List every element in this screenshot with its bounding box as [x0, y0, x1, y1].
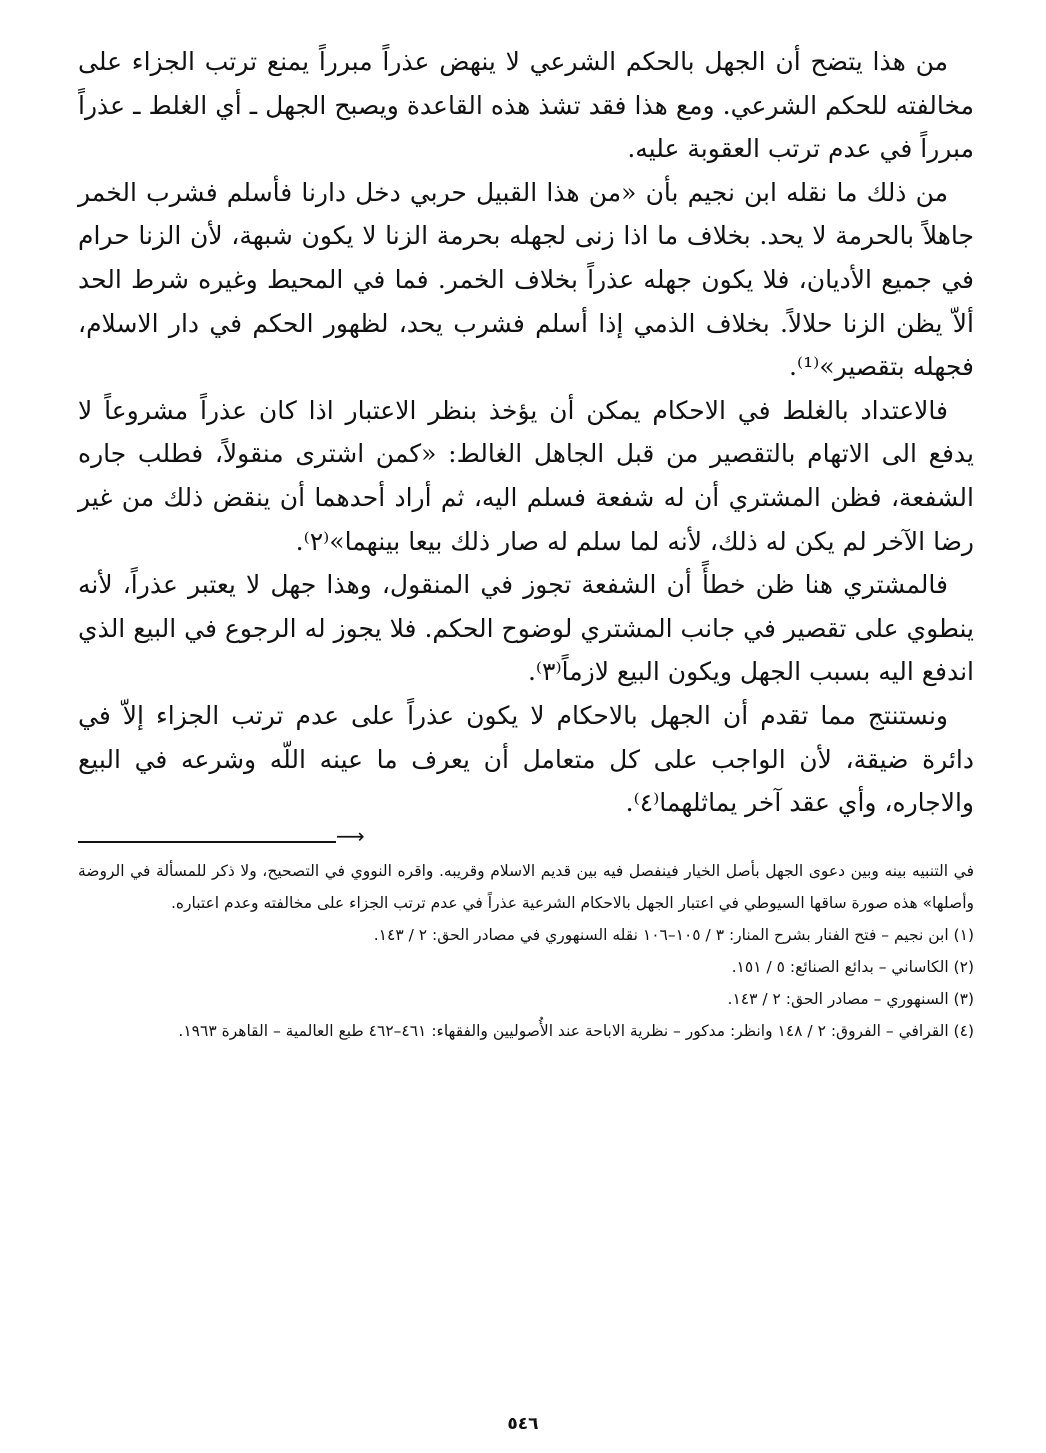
- paragraph-3: فالاعتداد بالغلط في الاحكام يمكن أن يؤخذ بنظر الاعتبار اذا كان عذراً مشروعاً لا يدفع الى الاتهام بالتقصير من قبل الجاهل الغالط: «كمن اشترى منقولاً، فطلب جاره الشفعة، فظن المشتري أن له شفعة فسلم اليه، ثم أراد أحدهما أن ينقض ذلك من غير رضا الآخر لم يكن له ذلك، لأنه لما سلم له صار ذلك بيعا بينهما»⁽٢⁾.: [78, 395, 974, 556]
- page-number: ٥٤٦: [507, 1414, 539, 1434]
- paragraph-2: من ذلك ما نقله ابن نجيم بأن «من هذا القبيل حربي دخل دارنا فأسلم فشرب الخمر جاهلاً بالحرمة لا يحد. بخلاف ما اذا زنى لجهله بحرمة الزنا لا يكون شبهة، لأن الزنا حرام في جميع الأديان، فلا يكون جهله عذراً بخلاف الخمر. فما في المحيط وغيره شرط الحد ألاّ يظن الزنا حلالاً. بخلاف الذمي إذا أسلم فشرب يحد، لظهور الحكم في دار الاسلام، فجهله بتقصير»⁽¹⁾.: [78, 177, 974, 382]
- footnote-2: (٢) الكاساني – بدائع الصنائع: ٥ / ١٥١.: [731, 957, 974, 976]
- footnote-3: (٣) السنهوري – مصادر الحق: ٢ / ١٤٣.: [727, 989, 974, 1008]
- page-content: [78, 40, 974, 1047]
- continuation-arrow-icon: ⟶: [336, 823, 365, 848]
- separator-line: [78, 841, 336, 843]
- paragraph-1: من هذا يتضح أن الجهل بالحكم الشرعي لا ينهض عذراً مبرراً يمنع ترتب الجزاء على مخالفته للحكم الشرعي. ومع هذا فقد تشذ هذه القاعدة ويصبح الجهل ـ أي الغلط ـ عذراً مبرراً في عدم ترتب العقوبة عليه.: [78, 47, 974, 164]
- footnotes: [78, 855, 974, 1047]
- footnote-1: (١) ابن نجيم – فتح الفنار بشرح المنار: ٣ / ١٠٥–١٠٦ نقله السنهوري في مصادر الحق: ٢ / ١٤٣.: [373, 925, 974, 944]
- footnote-continuation: في التنبيه بينه وبين دعوى الجهل بأصل الخيار فينفصل فيه بين قديم الاسلام وقريبه. واقره النووي في التصحيح، ولا ذكر للمسألة في الروضة وأصلها» هذه صورة ساقها السيوطي في اعتبار الجهل بالاحكام الشرعية عذراً في عدم ترتب الجزاء على مخالفته وعدم اعتباره.: [78, 861, 974, 912]
- footnote-4: (٤) القرافي – الفروق: ٢ / ١٤٨ وانظر: مدكور – نظرية الاباحة عند الأُصوليين والفقهاء: ٤٦١–٤٦٢ طبع العالمية – القاهرة ١٩٦٣.: [178, 1021, 974, 1040]
- footnote-separator: [78, 823, 974, 855]
- paragraph-5: ونستنتج مما تقدم أن الجهل بالاحكام لا يكون عذراً على عدم ترتب الجزاء إلاّ في دائرة ضيقة، لأن الواجب على كل متعامل أن يعرف ما عينه اللّه وشرعه في البيع والاجاره، وأي عقد آخر يماثلهما⁽٤⁾.: [78, 700, 974, 818]
- main-text: [78, 40, 974, 825]
- paragraph-4: فالمشتري هنا ظن خطأً أن الشفعة تجوز في المنقول، وهذا جهل لا يعتبر عذراً، لأنه ينطوي على تقصير في جانب المشتري لوضوح الحكم. فلا يجوز له الرجوع في البيع الذي اندفع اليه بسبب الجهل ويكون البيع لازماً⁽٣⁾.: [78, 570, 974, 687]
